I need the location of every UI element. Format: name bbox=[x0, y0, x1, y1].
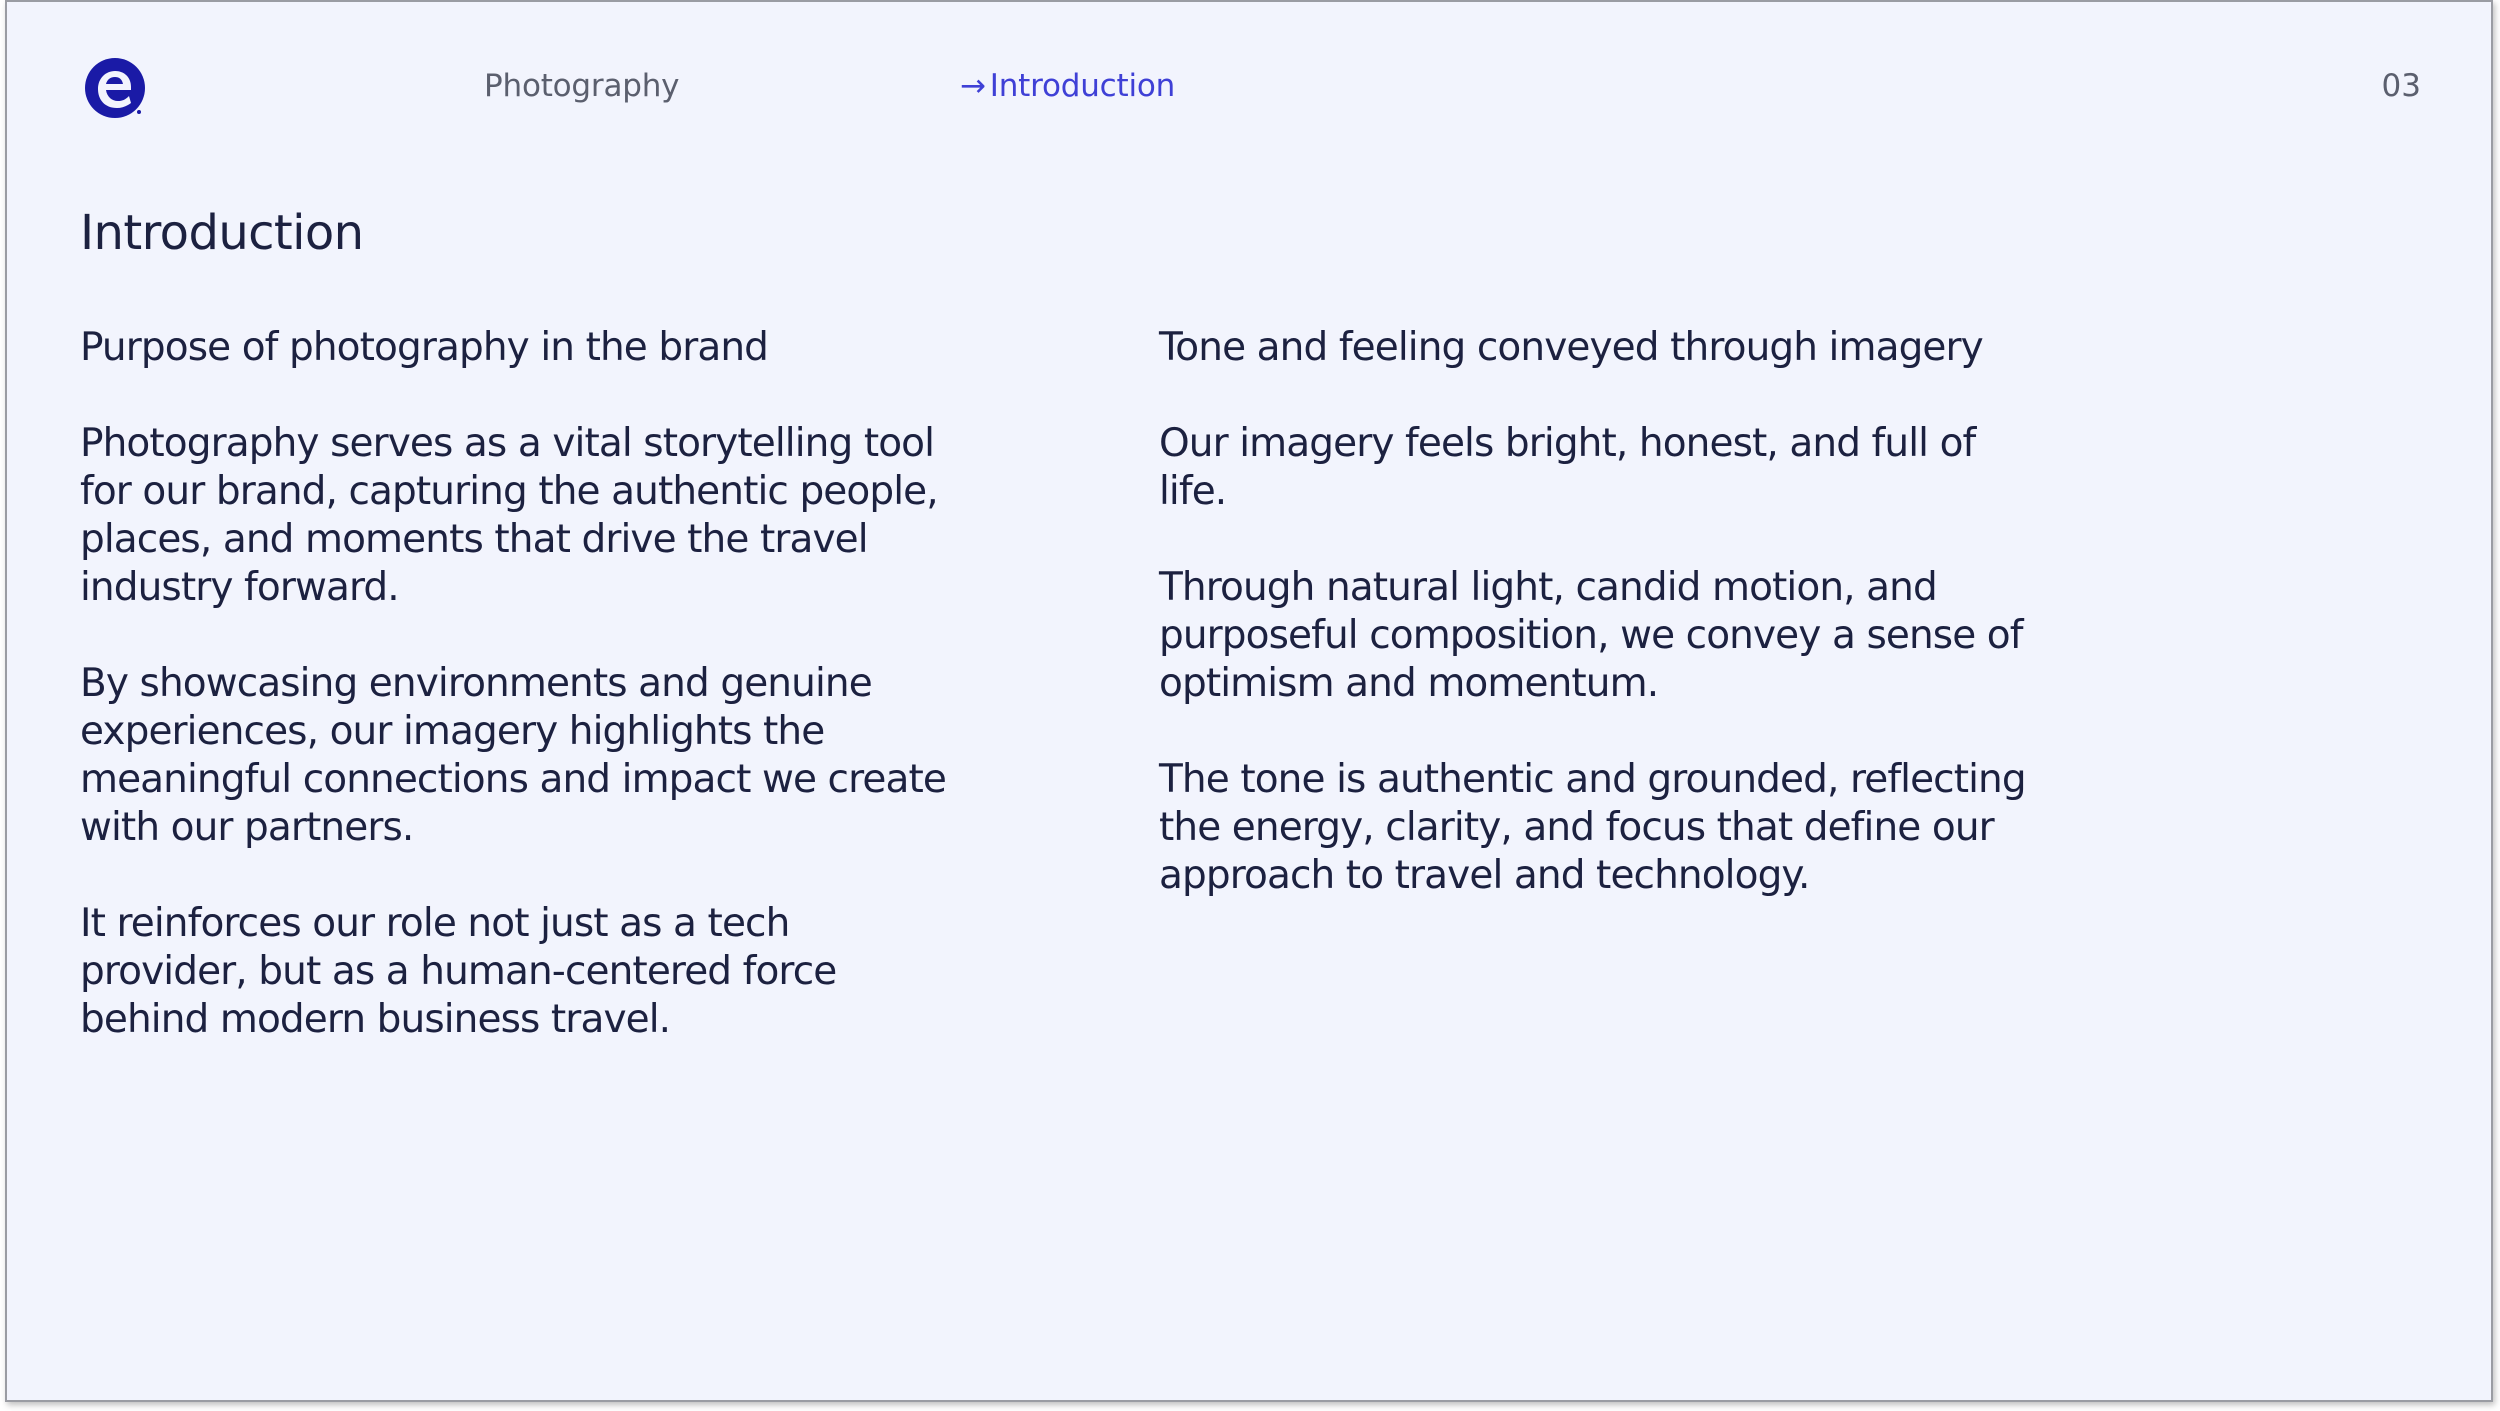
right-column-heading: Tone and feeling conveyed through imagery bbox=[1159, 325, 1983, 370]
left-paragraph: It reinforces our role not just as a tech provider, but as a human-centered force behind modern business travel. bbox=[80, 901, 837, 1042]
breadcrumb-current[interactable] bbox=[960, 68, 1175, 104]
arrow-right-icon: → bbox=[960, 68, 986, 104]
brand-e-logo-icon bbox=[83, 56, 147, 120]
page-number: 03 bbox=[2381, 68, 2421, 104]
right-paragraph: Through natural light, candid motion, and purposeful composition, we convey a sense of optimism and momentum. bbox=[1159, 565, 2023, 706]
right-column bbox=[1159, 324, 2039, 948]
breadcrumb-current-label: Introduction bbox=[989, 68, 1176, 104]
page-title: Introduction bbox=[80, 205, 364, 261]
breadcrumb-section[interactable]: Photography bbox=[484, 68, 680, 104]
right-paragraph: The tone is authentic and grounded, reflecting the energy, clarity, and focus that define our approach to travel and technology. bbox=[1159, 757, 2026, 898]
left-paragraph: Photography serves as a vital storytelling tool for our brand, capturing the authentic people, places, and moments that drive the travel industry forward. bbox=[80, 421, 938, 610]
right-paragraph: Our imagery feels bright, honest, and full of life. bbox=[1159, 421, 1976, 514]
left-paragraph: By showcasing environments and genuine experiences, our imagery highlights the meaningful connections and impact we create with our partners. bbox=[80, 661, 946, 850]
slide bbox=[5, 0, 2493, 1402]
left-column-heading: Purpose of photography in the brand bbox=[80, 325, 769, 370]
left-column bbox=[80, 324, 960, 1092]
